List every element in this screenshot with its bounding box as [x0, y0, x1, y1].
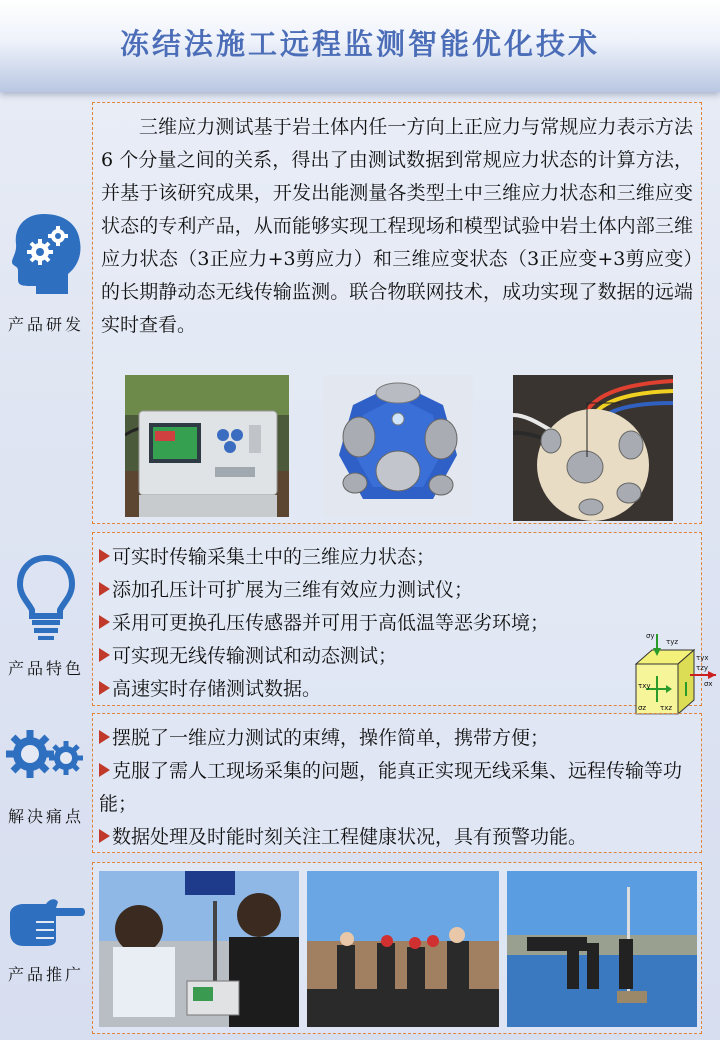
- stress-cube-diagram: [626, 630, 718, 720]
- features-panel: [92, 532, 702, 706]
- gears-icon: [6, 724, 86, 788]
- blue-stress-sensor-photo: [323, 375, 473, 517]
- arrow-bullet-icon: [99, 730, 110, 744]
- cube-label-sy: σy: [646, 632, 655, 640]
- cube-label-sz: σz: [638, 704, 647, 712]
- list-item: 采用可更换孔压传感器并可用于高低温等恶劣环境；: [99, 607, 699, 640]
- page-title: 冻结法施工远程监测智能优化技术: [119, 27, 600, 61]
- list-item: 可实时传输采集土中的三维应力状态；: [99, 541, 699, 574]
- field-test-photo-2: [307, 871, 499, 1027]
- lightbulb-icon: [16, 552, 76, 646]
- cube-label-tzy: τzy: [696, 664, 709, 672]
- research-panel: [92, 102, 702, 524]
- arrow-bullet-icon: [99, 582, 110, 596]
- white-stress-sensor-photo: [513, 375, 673, 521]
- pain-points-list: [99, 722, 699, 854]
- cube-label-tyx: τyx: [696, 654, 709, 662]
- section-label-features: 产品特色: [7, 659, 84, 678]
- list-item: 可实现无线传输测试和动态测试；: [99, 640, 699, 673]
- arrow-bullet-icon: [99, 648, 110, 662]
- arrow-bullet-icon: [99, 763, 110, 777]
- list-item: 摆脱了一维应力测试的束缚，操作简单，携带方便；: [99, 722, 699, 755]
- section-label-pain-points: 解决痛点: [7, 807, 84, 826]
- arrow-bullet-icon: [99, 829, 110, 843]
- brain-gears-icon: [8, 210, 84, 300]
- cube-label-txz: τxz: [660, 704, 673, 712]
- field-test-photo-1: [99, 871, 299, 1027]
- header-banner: [0, 0, 720, 92]
- list-item: 克服了需人工现场采集的问题，能真正实现无线采集、远程传输等功能；: [99, 760, 683, 815]
- data-logger-photo: [125, 375, 289, 517]
- research-paragraph: 三维应力测试基于岩土体内任一方向上正应力与常规应力表示方法 6 个分量之间的关系，得出了由测试数据到常规应力状态的计算方法，并基于该研究成果，开发出能测量各类型土中三维应力状态和三维应变状态的专利产品，从而能够实现工程现场和模型试验中岩土体内部三维应力状态（3正应力+3剪应力）和三维应变状态（3正应变+3剪应变）的长期静动态无线传输监测。联合物联网技术，成功实现了数据的远端实时查看。: [101, 116, 693, 336]
- features-list: [99, 541, 699, 706]
- pointing-hand-icon: [6, 894, 86, 952]
- promotion-panel: [92, 862, 702, 1034]
- cube-label-tyz: τyz: [666, 638, 679, 646]
- list-item: 数据处理及时能时刻关注工程健康状况，具有预警功能。: [99, 821, 699, 854]
- arrow-bullet-icon: [99, 615, 110, 629]
- arrow-bullet-icon: [99, 549, 110, 563]
- list-item: 高速实时存储测试数据。: [99, 673, 699, 706]
- arrow-bullet-icon: [99, 681, 110, 695]
- list-item: 添加孔压计可扩展为三维有效应力测试仪；: [99, 574, 699, 607]
- section-label-research: 产品研发: [7, 315, 84, 334]
- field-test-photo-3: [507, 871, 697, 1027]
- cube-label-sx: σx: [704, 680, 713, 688]
- cube-label-txy: τxy: [638, 682, 651, 690]
- pain-points-panel: [92, 713, 702, 853]
- section-label-promotion: 产品推广: [7, 965, 84, 984]
